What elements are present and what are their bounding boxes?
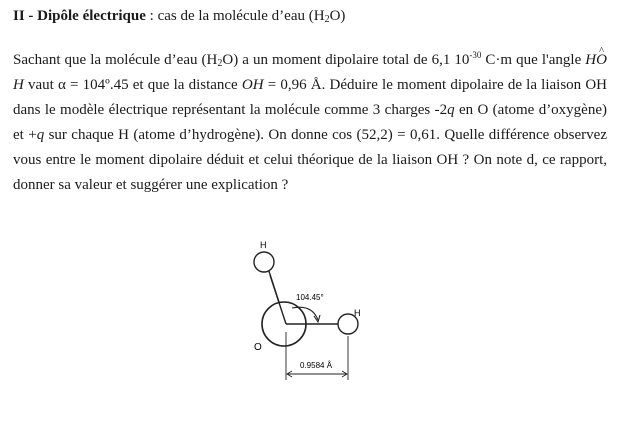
exercise-statement xyxy=(13,48,607,198)
statement-text-7: sur chaque H (atome d’hydrogène). On donne cos (52,2) = 0,61. Quelle différence observez vous entre le moment dipolaire déduit et celui théorique de la liaison OH ? On note d, ce rapport, donner sa valeur et suggérer une explication ? xyxy=(13,127,607,193)
hydrogen-atom-top xyxy=(254,252,274,272)
distance-value-label: 0.9584 Å xyxy=(300,361,333,370)
section-title-rest: : cas de la molécule d’eau (H xyxy=(145,8,325,24)
statement-text-1: Sachant que la molécule d’eau (H xyxy=(13,52,218,68)
distance-oh: OH xyxy=(241,77,264,93)
label-oxygen: O xyxy=(254,342,262,353)
charge-q-1: q xyxy=(447,102,455,118)
section-number: II - xyxy=(13,8,38,24)
section-title-end: O) xyxy=(329,8,346,24)
angle-letter-h1: H xyxy=(585,52,597,68)
water-molecule-diagram xyxy=(220,228,400,388)
label-hydrogen-right: H xyxy=(354,308,361,318)
statement-text-5: = 0,96 Å. Déduire le moment dipolaire de la liaison OH dans le modèle électrique représentant la molécule comme 3 charges -2 xyxy=(13,77,607,118)
label-hydrogen-top: H xyxy=(260,240,267,250)
section-title-bold: Dipôle électrique xyxy=(37,8,146,24)
section-title-subscript: 2 xyxy=(324,14,330,25)
exponent: -30 xyxy=(469,50,482,60)
water-subscript: 2 xyxy=(217,58,223,69)
charge-q-2: q xyxy=(36,127,45,143)
statement-text-2: O) a un moment dipolaire total de 6,1 10 xyxy=(222,52,470,68)
statement-text-3: C·m que l'angle xyxy=(481,52,586,68)
statement-text-6: en O (atome d’oxygène) et + xyxy=(13,102,607,143)
angle-value-label: 104.45° xyxy=(296,293,324,302)
angle-letter-h2: H xyxy=(13,77,24,93)
angle-letter-o: ^ O xyxy=(596,48,607,73)
section-heading xyxy=(13,8,345,25)
statement-text-4: vaut α = 104º.45 et que la distance xyxy=(23,77,242,93)
